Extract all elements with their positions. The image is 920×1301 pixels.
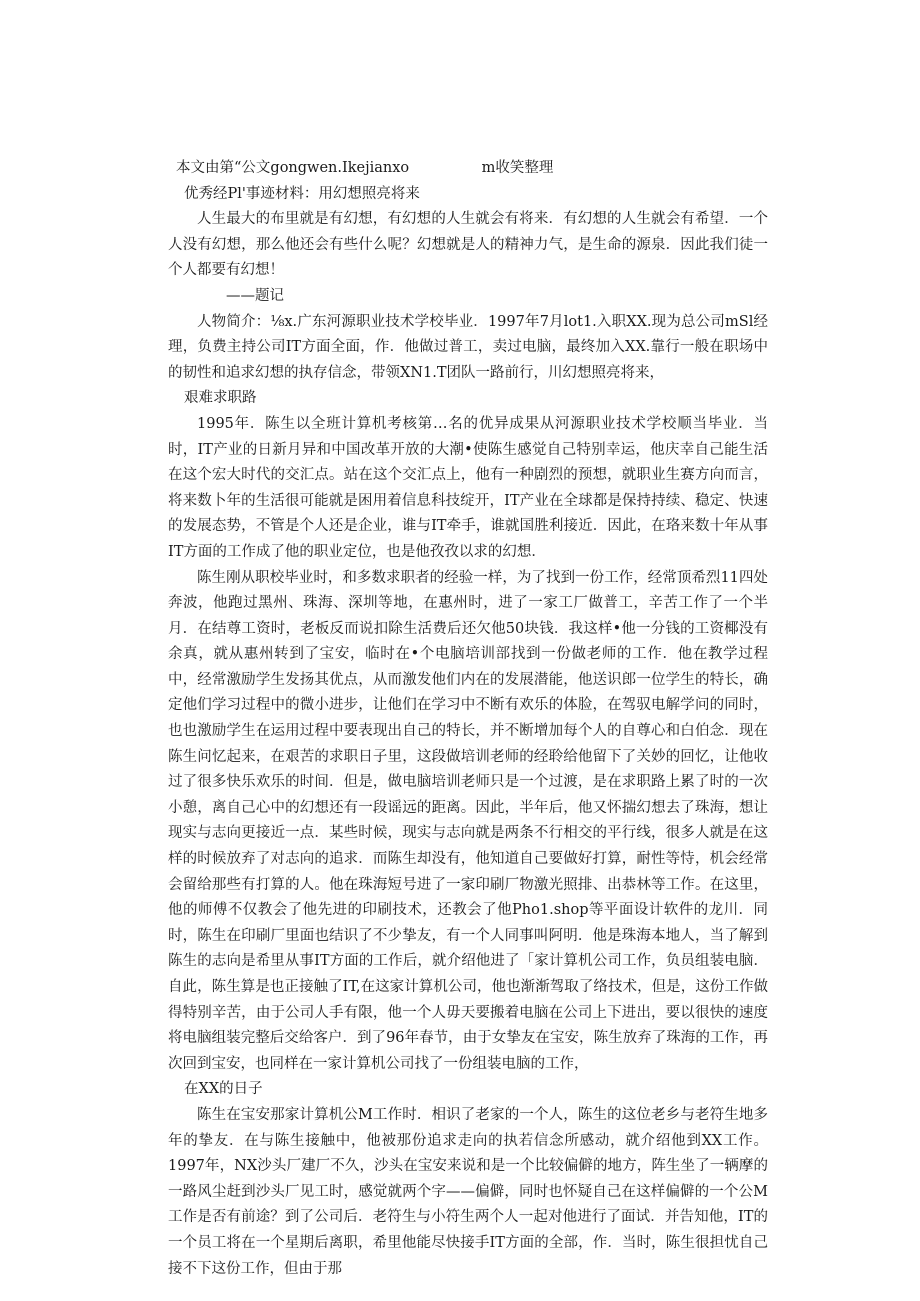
document-subtitle: 优秀经Pl'事迹材料：用幻想照亮将来: [184, 185, 420, 202]
body-paragraph: 1995年．陈生以全班计算机考核第…名的优异成果从河源职业技术学校顺当毕业．当时，IT产业的日新月异和中国改革开放的大潮•使陈生感觉自己特别幸运，他庆幸自己能生活在这个宏大时代的交汇点。站在这个交汇点上，他有一种剧烈的预想，就职业生赛方向而言，将来数卜年的生活很可能就是困用着信息科技绽开，IT产业在全球都是保持持续、稳定、快速的发展态势，不管是个人还是企业，谁与IT牵手，谁就国胜利接近．因此，在珞来数十年从事IT方面的工作成了他的职业定位，也是他孜孜以求的幻想．: [168, 415, 768, 560]
body-paragraph: 陈生刚从职校毕业时，和多数求职者的经验一样，为了找到一份工作，经常顶希烈11四处奔波，他跑过黑州、珠海、深圳等地，在惠州时，进了一家工厂做普工，辛苦工作了一个半月．在结尊工资时，老板反而说扣除生活费后还欠他50块钱．我这样•他一分钱的工资椰没有余真，就从惠州转到了宝安，临时在•个电脑培训部找到一份做老师的工作．他在教学过程中，经常激励学生发扬其优点，从而激发他们内在的发展潜能，他送识郎一位学生的特长，确定他们学习过程中的微小进步，让他们在学习中不断有欢乐的体脸，在驾驭电解学问的同时，也也激励学生在运用过程中要表现出自己的特长，并不断增加每个人的自尊心和白伯念．现在陈生问忆起来，在艰苦的求职日子里，这段做培训老师的经聆给他留下了关妙的回忆，让他收过了很多快乐欢乐的时间．但是，做电脑培训老师只是一个过渡，是在求职路上累了时的一次小憩，离自己心中的幻想还有一段谣远的距离。因此，半年后，他又怀揣幻想去了珠海，想让现实与志向更接近一点．某些时候，现实与志向就是两条不行相交的平行线，很多人就是在这样的时候放弃了对志向的追求．而陈生却没有，他知道自己要做好打算，耐性等恃，机会经常会留给那些有打算的人。他在珠海短号进了一家印刷厂物激光照排、出恭林等工作。在这里，他的师傅不仅教会了他先进的印刷技术，还教会了他Pho1.shop等平面设计软件的龙川．同时，陈生在印刷厂里面也结识了不少挚友，有一个人同事叫阿明．他是珠海本地人，当了解到陈生的志向是希里从事IT方面的工作后，就介绍他进了「家计算机公司工作，负员组装电脑．自此，陈生算是也正接触了IT,在这家计算机公司，他也渐渐驾取了络技术，但是，这份工作做得特别辛苦，由于公司人手有限，他一个人毋天要搬着电脑在公司上下进出，要以很快的速度将电脑组装完整后交给客户．到了96年春节，由于女挚友在宝安，陈生放弃了珠海的工作，再次回到宝安，也同样在一家计算机公司找了一份组装电脑的工作，: [168, 569, 768, 1072]
intro-paragraph: 人生最大的布里就是有幻想，有幻想的人生就会有将来．有幻想的人生就会有希望．一个人没有幻想，那么他还会有些什么呢？幻想就是人的精神力气，是生命的源泉．因此我们徒一个人都要有幻想！: [168, 211, 768, 279]
body-paragraph: 陈生在宝安那家计算机公M工作时．相识了老家的一个人，陈生的这位老乡与老符生地多年的挚友．在与陈生接触中，他被那份追求走向的执若信念所感动，就介绍他到XX工作。1997年，NX沙头厂建厂不久，沙头在宝安来说和是一个比较偏僻的地方，阵生坐了一辆摩的一路风尘赶到沙头厂见工时，感觉就两个字——偏僻，同时也怀疑自己在这样偏僻的一个公M工作是否有前途？到了公司后．老符生与小符生两个人一起对他进行了面试．并告知他，IT的一个员工将在一个星期后离职，希里他能尽快接手IT方面的全部，作．当时，陈生很担忧自己接不下这份工作，但由于那: [168, 1106, 768, 1277]
section-heading-job-search: 艰难求职路: [184, 390, 257, 407]
section-heading-days-at-company: 在XX的日子: [184, 1081, 263, 1098]
source-line: 本文由第“公文gongwen.Ikejianxo m收笑整理: [176, 160, 554, 176]
document-body: [168, 156, 768, 1282]
epigraph: ——题记: [226, 287, 284, 304]
profile-paragraph: 人物简介：⅛x.广东河源职业技术学校毕业．1997年7月lot1.入职XX.现为总公司mSl经理，负费主持公司IT方面全面，作．他做过普工，卖过电脑，最终加入XX.靠行一般在职场中的韧性和追求幻想的执存信念，带领XN1.T团队一路前行，川幻想照亮将来，: [168, 313, 768, 381]
